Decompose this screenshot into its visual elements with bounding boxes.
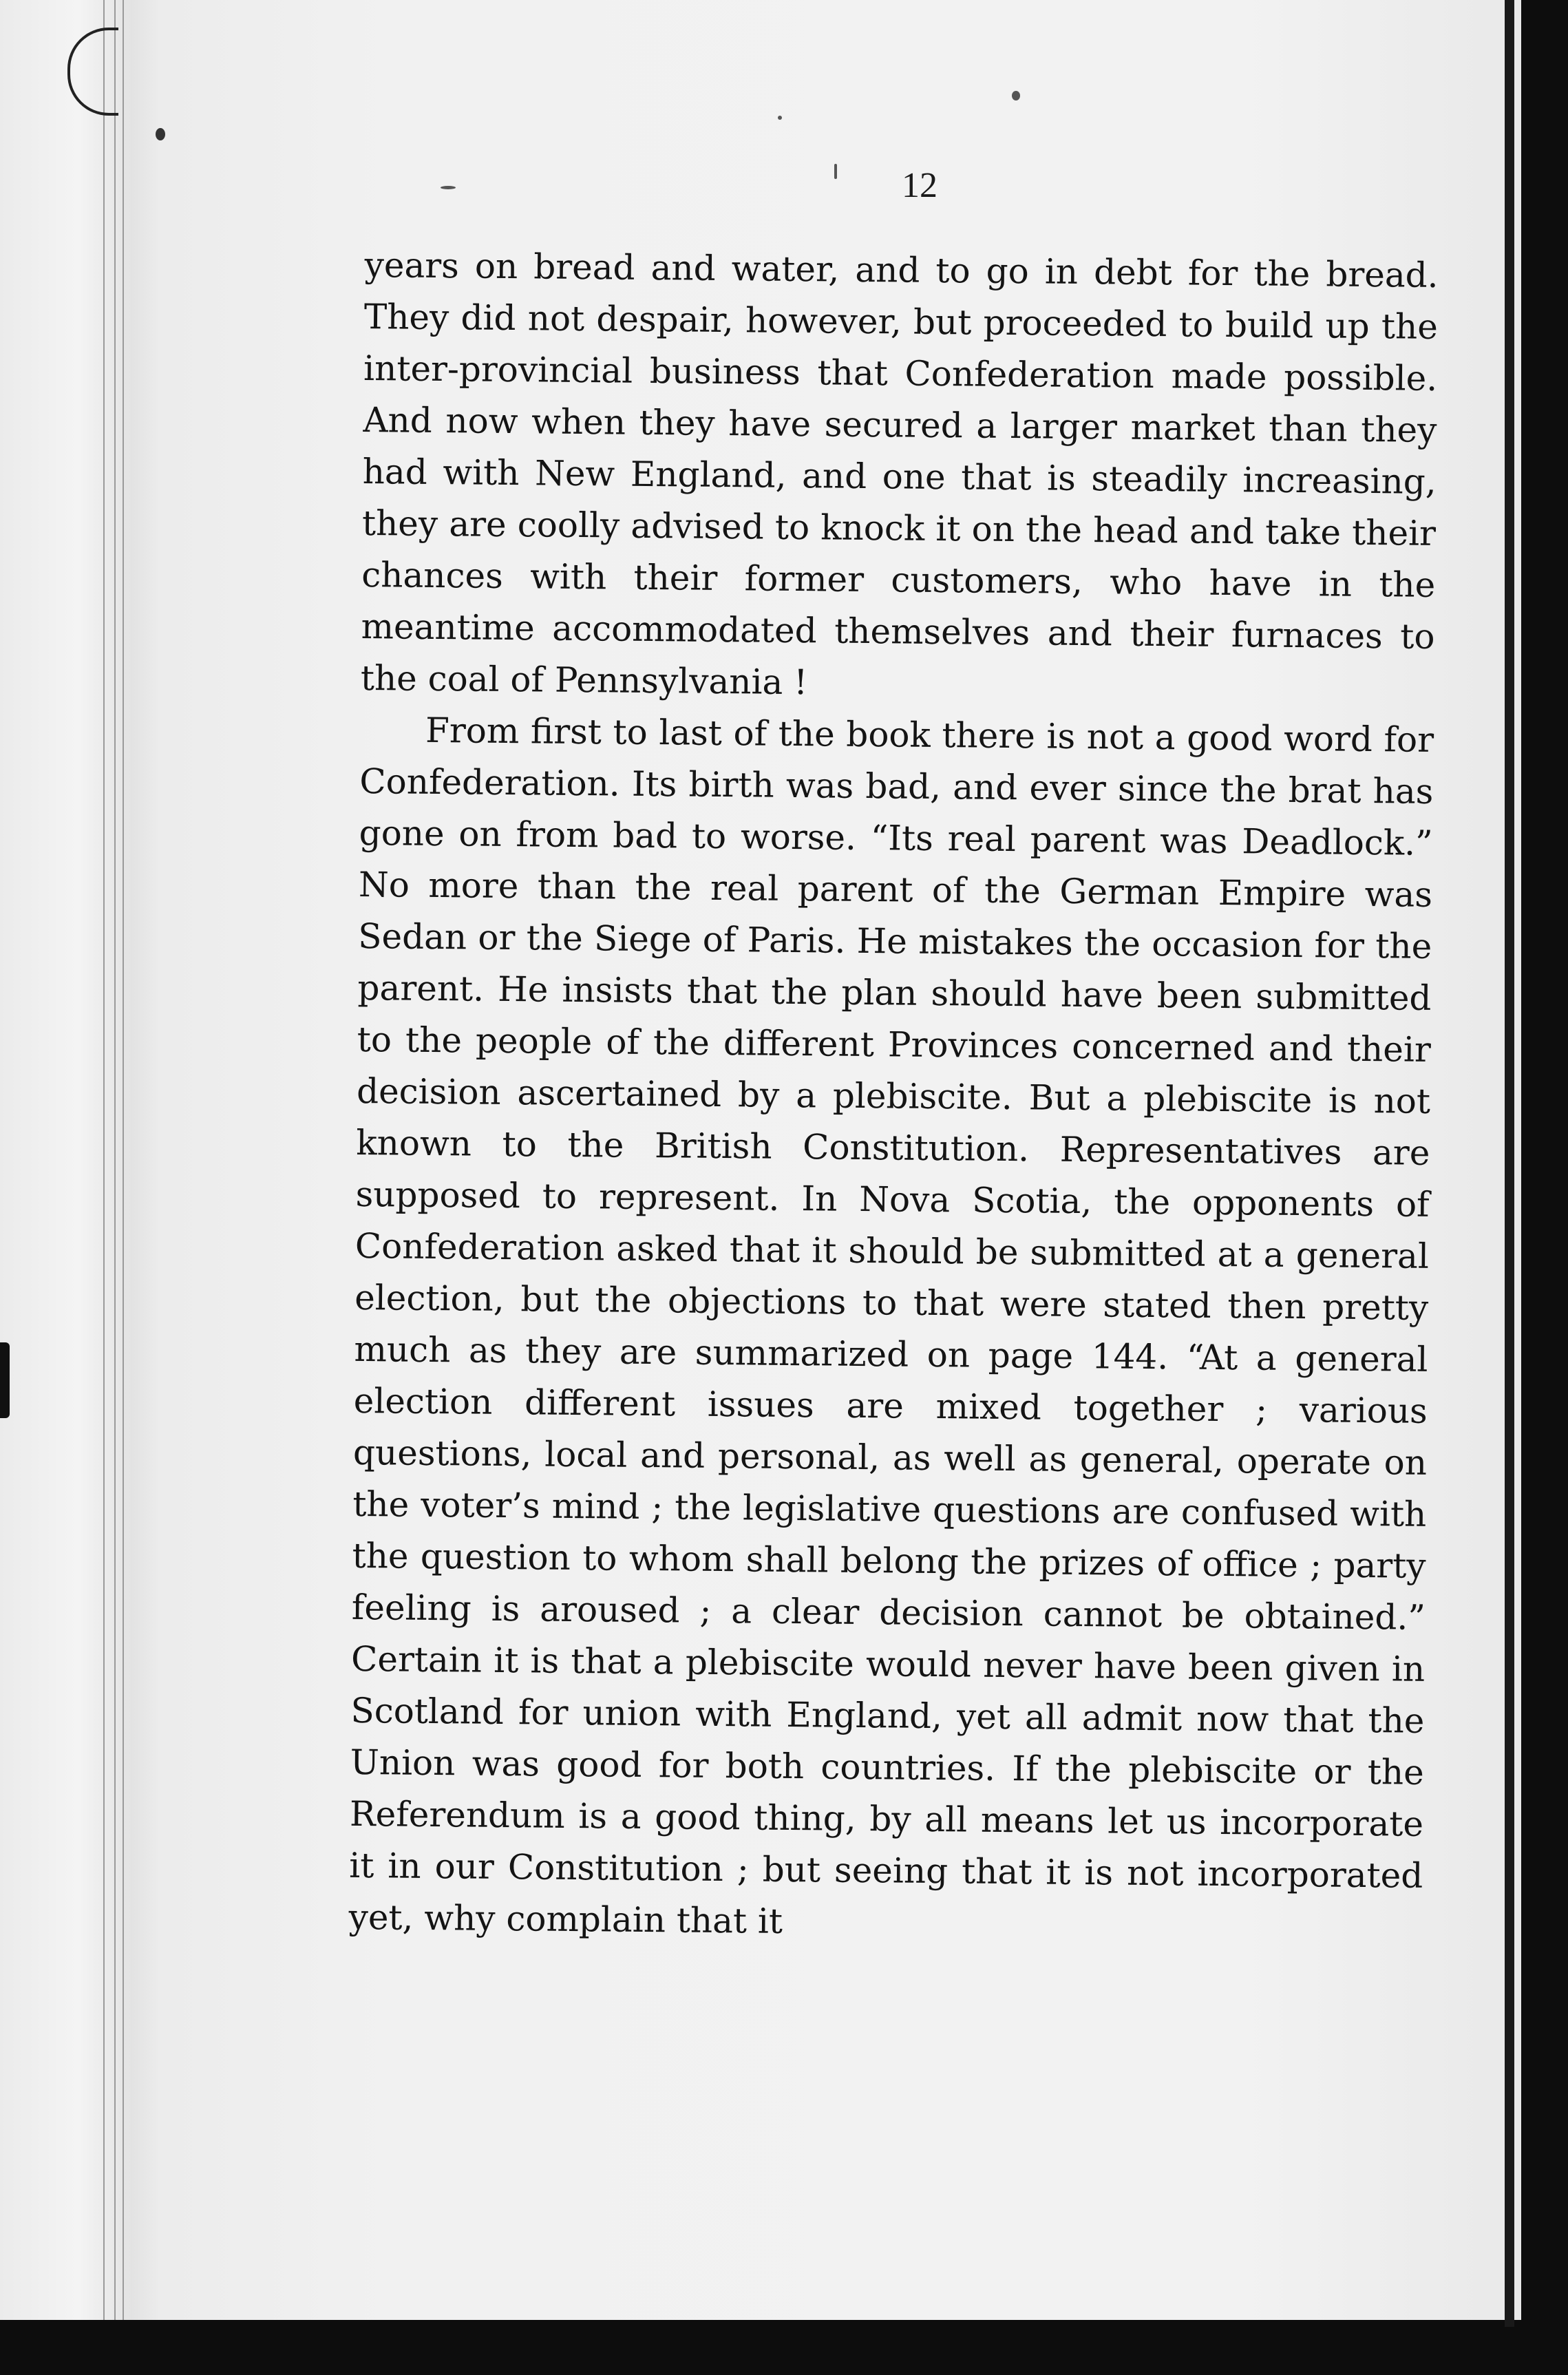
page-edge-line [123,0,124,2320]
binding-margin [0,0,131,2320]
margin-tab-mark [0,1342,10,1418]
paragraph-continued: years on bread and water, and to go in debt for the bread. They did not despair, however, but proceeded to build up the inter-provincial business that Confederation made possible. And now when they have secured a larger market than they had with New England, and one that is steadily increasing, they are coolly advised to knock it on the head and take their chances with their former customers, who have in the meantime accommodated themselves and their furnaces to the coal of Pennsylvania ! [360,244,1439,703]
scan-speck [778,116,782,120]
body-text [348,240,1439,1954]
paragraph: From first to last of the book there is not a good word for Confederation. Its birth was bad, and ever since the brat has gone on from bad to worse. “Its real parent was Deadlock.” No more than the real parent of the German Empire was Sedan or the Siege of Paris. He mistakes the occasion for the parent. He insists that the plan should have been submitted to the people of the different Provinces concerned and their decision ascertained by a plebiscite. But a plebiscite is not known to the British Constitution. Representatives are supposed to represent. In Nova Scotia, the opponents of Confederation asked that it should be submitted at a general election, but the objections to that were stated then pretty much as they are summarized on page 144. “At a general election different issues are mixed together ; various questions, local and personal, as well as general, operate on the voter’s mind ; the legislative questions are confused with the question to whom shall belong the prizes of office ; party feeling is aroused ; a clear decision cannot be obtained.” Certain it is that a plebiscite would never have been given in Scotland for union with England, yet all admit now that the Union was good for both countries. If the plebiscite or the Referendum is a good thing, by all means let us incorporate it in our Constitution ; but seeing that it is not incorporated yet, why complain that it [348,710,1434,1941]
right-border-rule [1505,0,1514,2327]
page-edge-line [114,0,116,2320]
page-edge-line [103,0,105,2320]
scan-speck [1012,91,1020,101]
page-number: 12 [902,166,937,205]
scan-speck [441,186,456,189]
scan-speck [834,164,837,179]
ink-dot [156,128,165,140]
